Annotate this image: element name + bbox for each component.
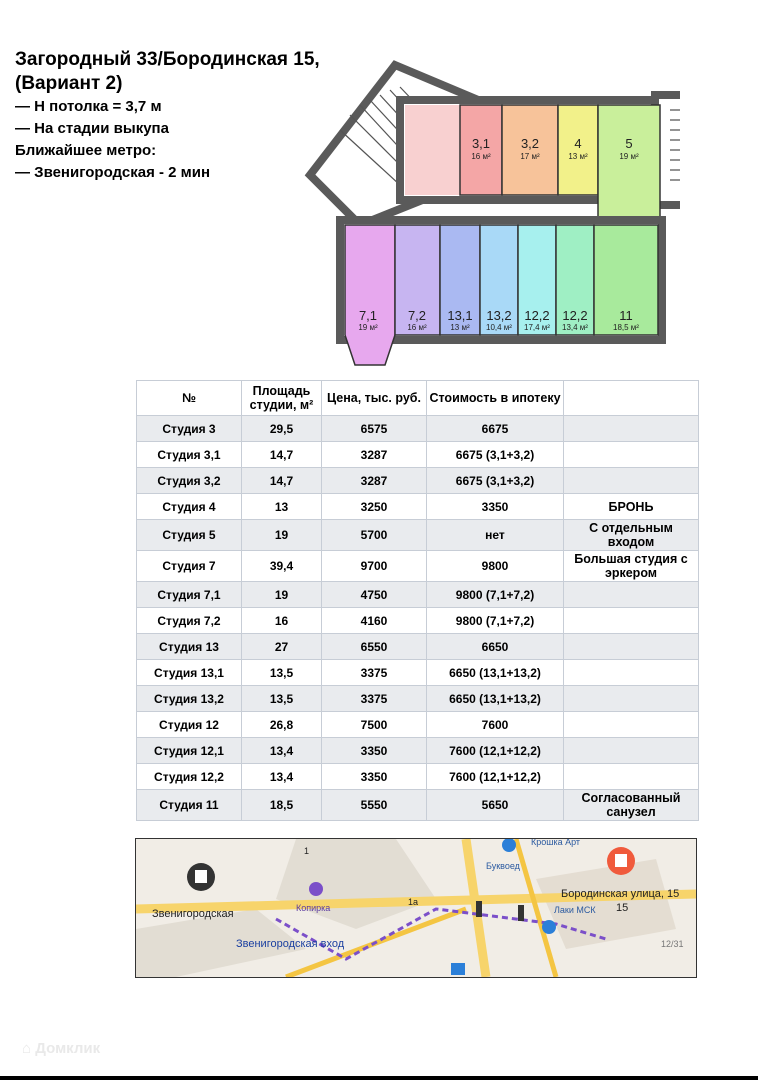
cell-area: 13,5 [242, 660, 322, 686]
room-area-11: 18,5 м² [613, 323, 639, 332]
location-map[interactable] [135, 838, 697, 978]
room-area-5: 19 м² [619, 152, 639, 161]
cell-mortgage: 6675 [427, 416, 564, 442]
col-header-area: Площадь студии, м² [242, 381, 322, 416]
room-area-12-2a: 17,4 м² [524, 323, 550, 332]
domclick-logo-icon: ⌂ [22, 1040, 32, 1057]
table-row [137, 520, 699, 551]
cell-area: 14,7 [242, 442, 322, 468]
map-label-kopirka: Копирка [296, 903, 331, 913]
room-area-3-2: 17 м² [520, 152, 540, 161]
listing-title: Загородный 33/Бородинская 15, [15, 49, 320, 70]
cell-area: 26,8 [242, 712, 322, 738]
cell-area: 27 [242, 634, 322, 660]
cell-studio: Студия 13 [137, 634, 242, 660]
map-label-kroshka: Крошка Арт [531, 839, 581, 847]
cell-mortgage: 7600 (12,1+12,2) [427, 738, 564, 764]
traffic-light-icon [476, 901, 482, 917]
cell-price: 4160 [322, 608, 427, 634]
cell-area: 13,4 [242, 738, 322, 764]
cell-studio: Студия 3,1 [137, 442, 242, 468]
room-area-3-1: 16 м² [471, 152, 491, 161]
cell-studio: Студия 3,2 [137, 468, 242, 494]
copy-shop-icon[interactable] [309, 882, 323, 896]
map-label-bukvoed: Буквоед [486, 861, 520, 871]
table-row [137, 660, 699, 686]
cell-note [564, 738, 699, 764]
cell-note [564, 764, 699, 790]
table-row [137, 686, 699, 712]
map-label-station: Звенигородская [152, 908, 234, 920]
map-label-metro-entrance: Звенигородская вход [236, 938, 345, 950]
cell-price: 7500 [322, 712, 427, 738]
listing-variant: (Вариант 2) [15, 73, 123, 94]
cell-mortgage: нет [427, 520, 564, 551]
room-area-4: 13 м² [568, 152, 588, 161]
cell-area: 13,5 [242, 686, 322, 712]
cell-note [564, 416, 699, 442]
cell-area: 19 [242, 582, 322, 608]
cell-mortgage: 7600 (12,1+12,2) [427, 764, 564, 790]
table-row [137, 738, 699, 764]
cell-note [564, 608, 699, 634]
map-label-house-15: 15 [616, 902, 629, 914]
table-row [137, 790, 699, 821]
cell-price: 3250 [322, 494, 427, 520]
cell-studio: Студия 12,1 [137, 738, 242, 764]
cell-price: 9700 [322, 551, 427, 582]
cell-price: 3375 [322, 686, 427, 712]
cell-mortgage: 6650 (13,1+13,2) [427, 686, 564, 712]
cell-studio: Студия 13,2 [137, 686, 242, 712]
map-label-building-1a: 1а [408, 897, 419, 907]
cell-studio: Студия 3 [137, 416, 242, 442]
cell-note: Большая студия с эркером [564, 551, 699, 582]
cell-area: 14,7 [242, 468, 322, 494]
table-row [137, 764, 699, 790]
cell-price: 3350 [322, 738, 427, 764]
cell-mortgage: 7600 [427, 712, 564, 738]
ceiling-height: — Н потолка = 3,7 м [15, 98, 162, 115]
shop-icon[interactable] [542, 920, 556, 934]
studio-price-table [136, 380, 698, 821]
table-row [137, 634, 699, 660]
col-header-number: № [137, 381, 242, 416]
cell-note [564, 582, 699, 608]
room-area-13-2: 10,4 м² [486, 323, 512, 332]
metro-distance: — Звенигородская - 2 мин [15, 164, 211, 181]
cell-studio: Студия 12 [137, 712, 242, 738]
room-label-13-2: 13,2 [486, 308, 512, 323]
table-row [137, 582, 699, 608]
map-label-laki: Лаки МСК [554, 905, 596, 915]
cell-studio: Студия 7 [137, 551, 242, 582]
table-row [137, 416, 699, 442]
room-area-12-2b: 13,4 м² [562, 323, 588, 332]
cell-area: 19 [242, 520, 322, 551]
cell-area: 29,5 [242, 416, 322, 442]
table-row [137, 442, 699, 468]
col-header-note [564, 381, 699, 416]
table-row [137, 494, 699, 520]
watermark [22, 1040, 100, 1057]
cell-note [564, 686, 699, 712]
cell-price: 3350 [322, 764, 427, 790]
cell-price: 3375 [322, 660, 427, 686]
room-label-7-2: 7,2 [407, 308, 427, 323]
cell-studio: Студия 5 [137, 520, 242, 551]
cell-note: БРОНЬ [564, 494, 699, 520]
room-label-11: 11 [619, 308, 633, 323]
cell-note [564, 442, 699, 468]
col-header-mortgage: Стоимость в ипотеку [427, 381, 564, 416]
cell-studio: Студия 11 [137, 790, 242, 821]
table-row [137, 551, 699, 582]
metro-heading: Ближайшее метро: [15, 142, 157, 159]
cell-area: 16 [242, 608, 322, 634]
cell-price: 6575 [322, 416, 427, 442]
cell-area: 39,4 [242, 551, 322, 582]
purchase-stage: — На стадии выкупа [15, 120, 169, 137]
cell-note [564, 634, 699, 660]
map-page-indicator: 12/31 [661, 939, 684, 949]
cell-studio: Студия 4 [137, 494, 242, 520]
cell-mortgage: 6675 (3,1+3,2) [427, 442, 564, 468]
cell-studio: Студия 7,2 [137, 608, 242, 634]
bus-stop-icon [451, 963, 465, 975]
listing-header [15, 48, 320, 184]
room-label-4: 4 [574, 136, 582, 151]
cell-price: 3287 [322, 442, 427, 468]
cell-price: 5700 [322, 520, 427, 551]
cell-mortgage: 9800 [427, 551, 564, 582]
cell-mortgage: 6650 (13,1+13,2) [427, 660, 564, 686]
cell-note [564, 712, 699, 738]
cell-price: 4750 [322, 582, 427, 608]
room-label-12-2a: 12,2 [524, 308, 550, 323]
cell-mortgage: 3350 [427, 494, 564, 520]
cell-mortgage: 9800 (7,1+7,2) [427, 582, 564, 608]
cell-price: 6550 [322, 634, 427, 660]
room-label-7-1: 7,1 [358, 308, 378, 323]
cell-studio: Студия 12,2 [137, 764, 242, 790]
cell-area: 18,5 [242, 790, 322, 821]
col-header-price: Цена, тыс. руб. [322, 381, 427, 416]
map-label-borodinskaya: Бородинская улица, 15 [561, 888, 680, 900]
table-row [137, 712, 699, 738]
map-label-building-1: 1 [304, 846, 310, 856]
room-label-5: 5 [625, 136, 633, 151]
cell-mortgage: 9800 (7,1+7,2) [427, 608, 564, 634]
cell-studio: Студия 13,1 [137, 660, 242, 686]
room-label-3-1: 3,1 [471, 136, 491, 151]
cell-mortgage: 6675 (3,1+3,2) [427, 468, 564, 494]
room-area-7-2: 16 м² [407, 323, 427, 332]
room-label-13-1: 13,1 [447, 308, 473, 323]
cell-mortgage: 5650 [427, 790, 564, 821]
cell-price: 3287 [322, 468, 427, 494]
cell-note [564, 660, 699, 686]
room-label-12-2b: 12,2 [562, 308, 588, 323]
cell-area: 13,4 [242, 764, 322, 790]
room-label-3-2: 3,2 [520, 136, 540, 151]
cell-mortgage: 6650 [427, 634, 564, 660]
cell-area: 13 [242, 494, 322, 520]
table-row [137, 468, 699, 494]
cell-note [564, 468, 699, 494]
traffic-light-icon [518, 905, 524, 921]
floor-plan [300, 45, 680, 375]
cell-price: 5550 [322, 790, 427, 821]
bottom-border [0, 1076, 758, 1080]
cell-note: Согласованный санузел [564, 790, 699, 821]
cell-note: С отдельным входом [564, 520, 699, 551]
room-area-13-1: 13 м² [450, 323, 470, 332]
room-area-7-1: 19 м² [358, 323, 378, 332]
watermark-text: Домклик [35, 1040, 101, 1057]
cell-studio: Студия 7,1 [137, 582, 242, 608]
table-row [137, 608, 699, 634]
